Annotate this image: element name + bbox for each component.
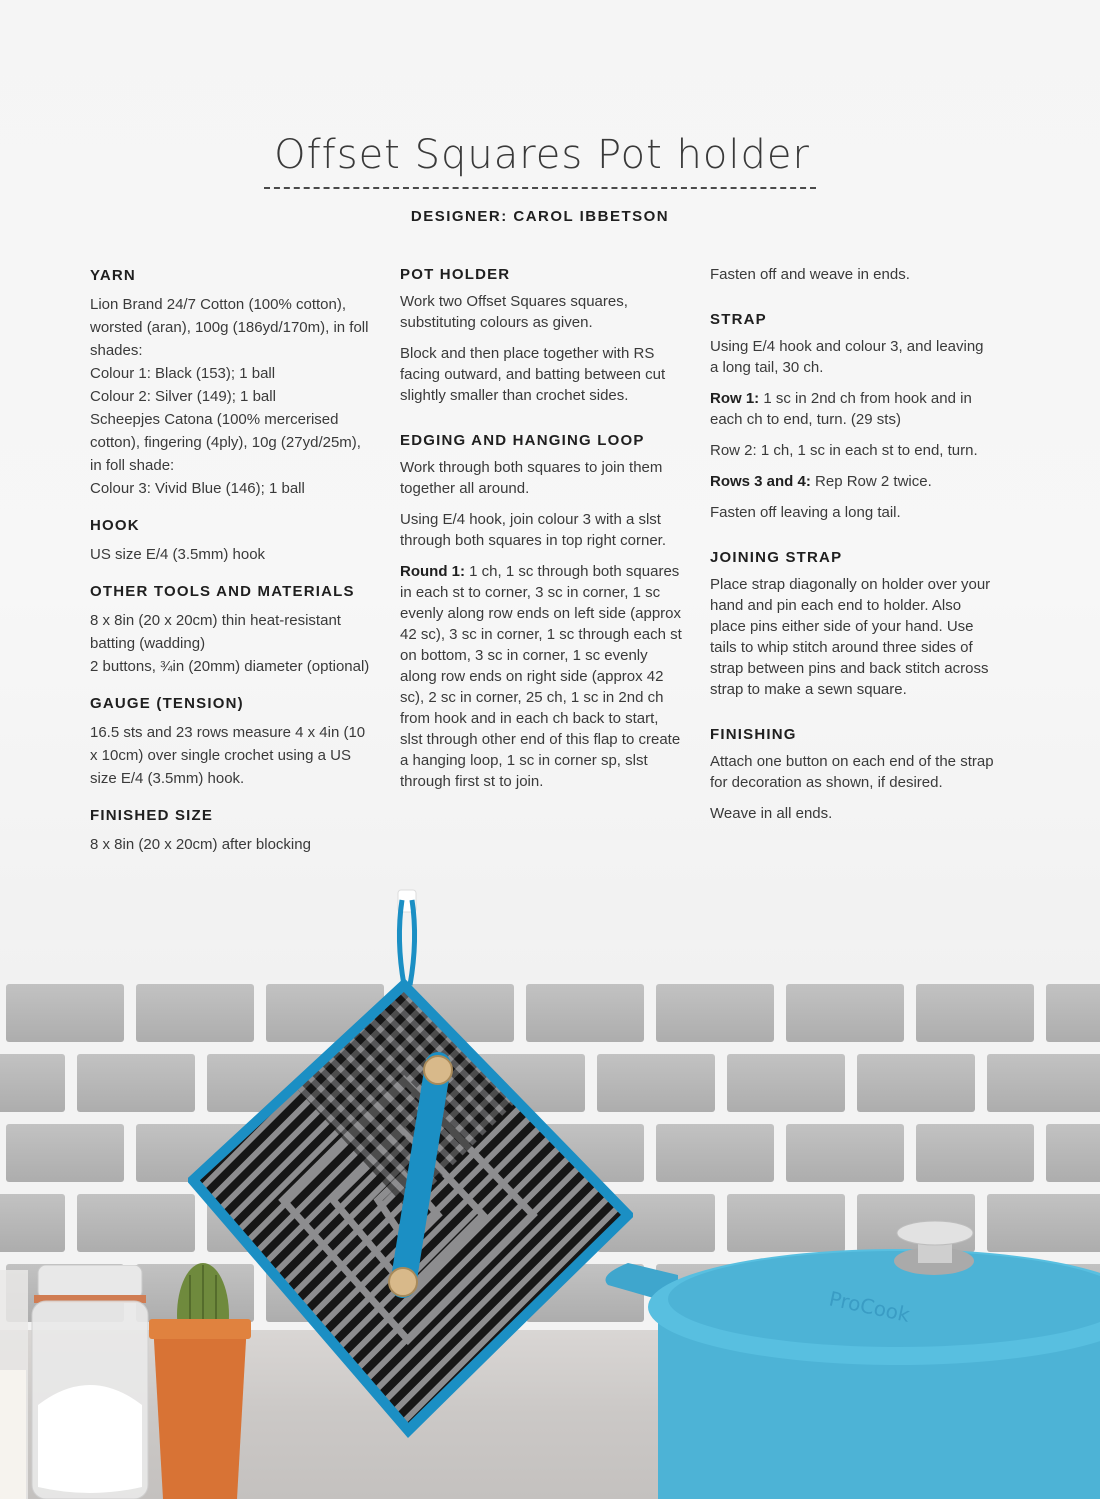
tools-heading: OTHER TOOLS AND MATERIALS bbox=[90, 583, 355, 600]
pot-brand-text: ProCook bbox=[826, 1286, 912, 1327]
strap-rows-3-4 bbox=[710, 471, 995, 492]
gauge-heading: GAUGE (TENSION) bbox=[90, 695, 244, 712]
fasten-off-text: Fasten off and weave in ends. bbox=[710, 266, 910, 283]
title-dashed-rule bbox=[264, 187, 816, 189]
hook-text: US size E/4 (3.5mm) hook bbox=[90, 546, 266, 563]
wall-tile bbox=[786, 1124, 904, 1182]
strap-step-1: Using E/4 hook and colour 3, and leaving a long tail, 30 ch. bbox=[710, 338, 984, 376]
rows-3-4-text: Rep Row 2 twice. bbox=[810, 473, 932, 490]
wall-tile bbox=[727, 1054, 845, 1112]
strap-heading: STRAP bbox=[710, 311, 767, 328]
edging-step-2: Using E/4 hook, join colour 3 with a slst through both squares in top right corner. bbox=[400, 511, 667, 549]
wall-tile bbox=[916, 1124, 1034, 1182]
wall-tile bbox=[786, 984, 904, 1042]
yarn-text: Lion Brand 24/7 Cotton (100% cotton), worsted (aran), 100g (186yd/170m), in foll shades: bbox=[90, 296, 369, 359]
edging-step-1: Work through both squares to join them together all around. bbox=[400, 459, 663, 497]
wall-tile bbox=[1046, 984, 1100, 1042]
wall-tile bbox=[987, 1054, 1100, 1112]
wall-tile bbox=[0, 1194, 65, 1252]
wall-tile bbox=[656, 1124, 774, 1182]
page-title: Offset Squares Pot holder bbox=[274, 132, 810, 178]
wall-tile bbox=[6, 1124, 124, 1182]
strap-fasten-off: Fasten off leaving a long tail. bbox=[710, 504, 901, 521]
row-1-label: Row 1: bbox=[710, 390, 760, 407]
glass-jar bbox=[30, 1265, 150, 1499]
yarn-heading: YARN bbox=[90, 267, 136, 284]
round-1-text: 1 ch, 1 sc through both squares in each st to corner, 3 sc in corner, 1 sc evenly along row ends on left side (approx 42 sc), 3 sc in corner, 1 sc through each st on bottom, 3 sc in corner, 1 sc evenly along row ends on right side (approx 42 sc), 2 sc in corner, 25 ch, 1 sc in 2nd ch from hook and in each ch back to start, slst through other end of this flap to create a hanging loop, 1 sc in corner sp, slst through first st to join. bbox=[400, 563, 682, 790]
hook-heading: HOOK bbox=[90, 517, 140, 534]
rows-3-4-label: Rows 3 and 4: bbox=[710, 473, 811, 490]
yarn-colour-1: Colour 1: Black (153); 1 ball bbox=[90, 365, 276, 382]
designer-credit: DESIGNER: CAROL IBBETSON bbox=[410, 208, 670, 225]
wall-tile bbox=[0, 1054, 65, 1112]
finishing-step-1: Attach one button on each end of the strap for decoration as shown, if desired. bbox=[710, 753, 994, 791]
glass-jar-partial bbox=[0, 1260, 30, 1499]
pot-holder-column bbox=[400, 264, 685, 802]
yarn-colour-3: Colour 3: Vivid Blue (146); 1 ball bbox=[90, 480, 305, 497]
finishing-step-2: Weave in all ends. bbox=[710, 805, 833, 822]
size-heading: FINISHED SIZE bbox=[90, 807, 214, 824]
joining-strap-heading: JOINING STRAP bbox=[710, 549, 843, 566]
finishing-heading: FINISHING bbox=[710, 726, 797, 743]
edging-round-1 bbox=[400, 561, 685, 792]
casserole-pot bbox=[598, 1215, 1100, 1499]
tools-buttons: 2 buttons, ¾in (20mm) diameter (optional) bbox=[90, 658, 370, 675]
wall-tile bbox=[1046, 1124, 1100, 1182]
strap-row-2: Row 2: 1 ch, 1 sc in each st to end, turn. bbox=[710, 442, 978, 459]
size-text: 8 x 8in (20 x 20cm) after blocking bbox=[90, 836, 311, 853]
pot-holder-heading: POT HOLDER bbox=[400, 266, 511, 283]
edging-heading: EDGING AND HANGING LOOP bbox=[400, 432, 645, 449]
wall-tile bbox=[77, 1194, 195, 1252]
wall-tile bbox=[656, 984, 774, 1042]
round-1-label: Round 1: bbox=[400, 563, 465, 580]
wall-tile bbox=[857, 1054, 975, 1112]
yarn-colour-2: Colour 2: Silver (149); 1 ball bbox=[90, 388, 276, 405]
pot-holder-step-1: Work two Offset Squares squares, substituting colours as given. bbox=[400, 293, 628, 331]
row-1-text: 1 sc in 2nd ch from hook and in each ch to end, turn. (29 sts) bbox=[710, 390, 972, 428]
strap-column bbox=[710, 264, 995, 834]
materials-column bbox=[90, 264, 375, 856]
joining-strap-text: Place strap diagonally on holder over your hand and pin each end to holder. Also place pins either side of your hand. Use tails to whip stitch around three sides of strap between pins and back stitch across strap to make a sewn square. bbox=[710, 576, 991, 698]
potted-cactus bbox=[145, 1255, 255, 1499]
yarn-text-2: Scheepjes Catona (100% mercerised cotton), fingering (4ply), 10g (27yd/25m), in foll shade: bbox=[90, 411, 361, 474]
tools-batting: 8 x 8in (20 x 20cm) thin heat-resistant batting (wadding) bbox=[90, 612, 341, 652]
pot-holder-step-2: Block and then place together with RS facing outward, and batting between cut slightly smaller than crochet sides. bbox=[400, 345, 666, 404]
gauge-text: 16.5 sts and 23 rows measure 4 x 4in (10 x 10cm) over single crochet using a US size E/4 (3.5mm) hook. bbox=[90, 724, 366, 787]
wall-tile bbox=[6, 984, 124, 1042]
strap-row-1 bbox=[710, 388, 995, 430]
wall-tile bbox=[916, 984, 1034, 1042]
wall-tile bbox=[77, 1054, 195, 1112]
